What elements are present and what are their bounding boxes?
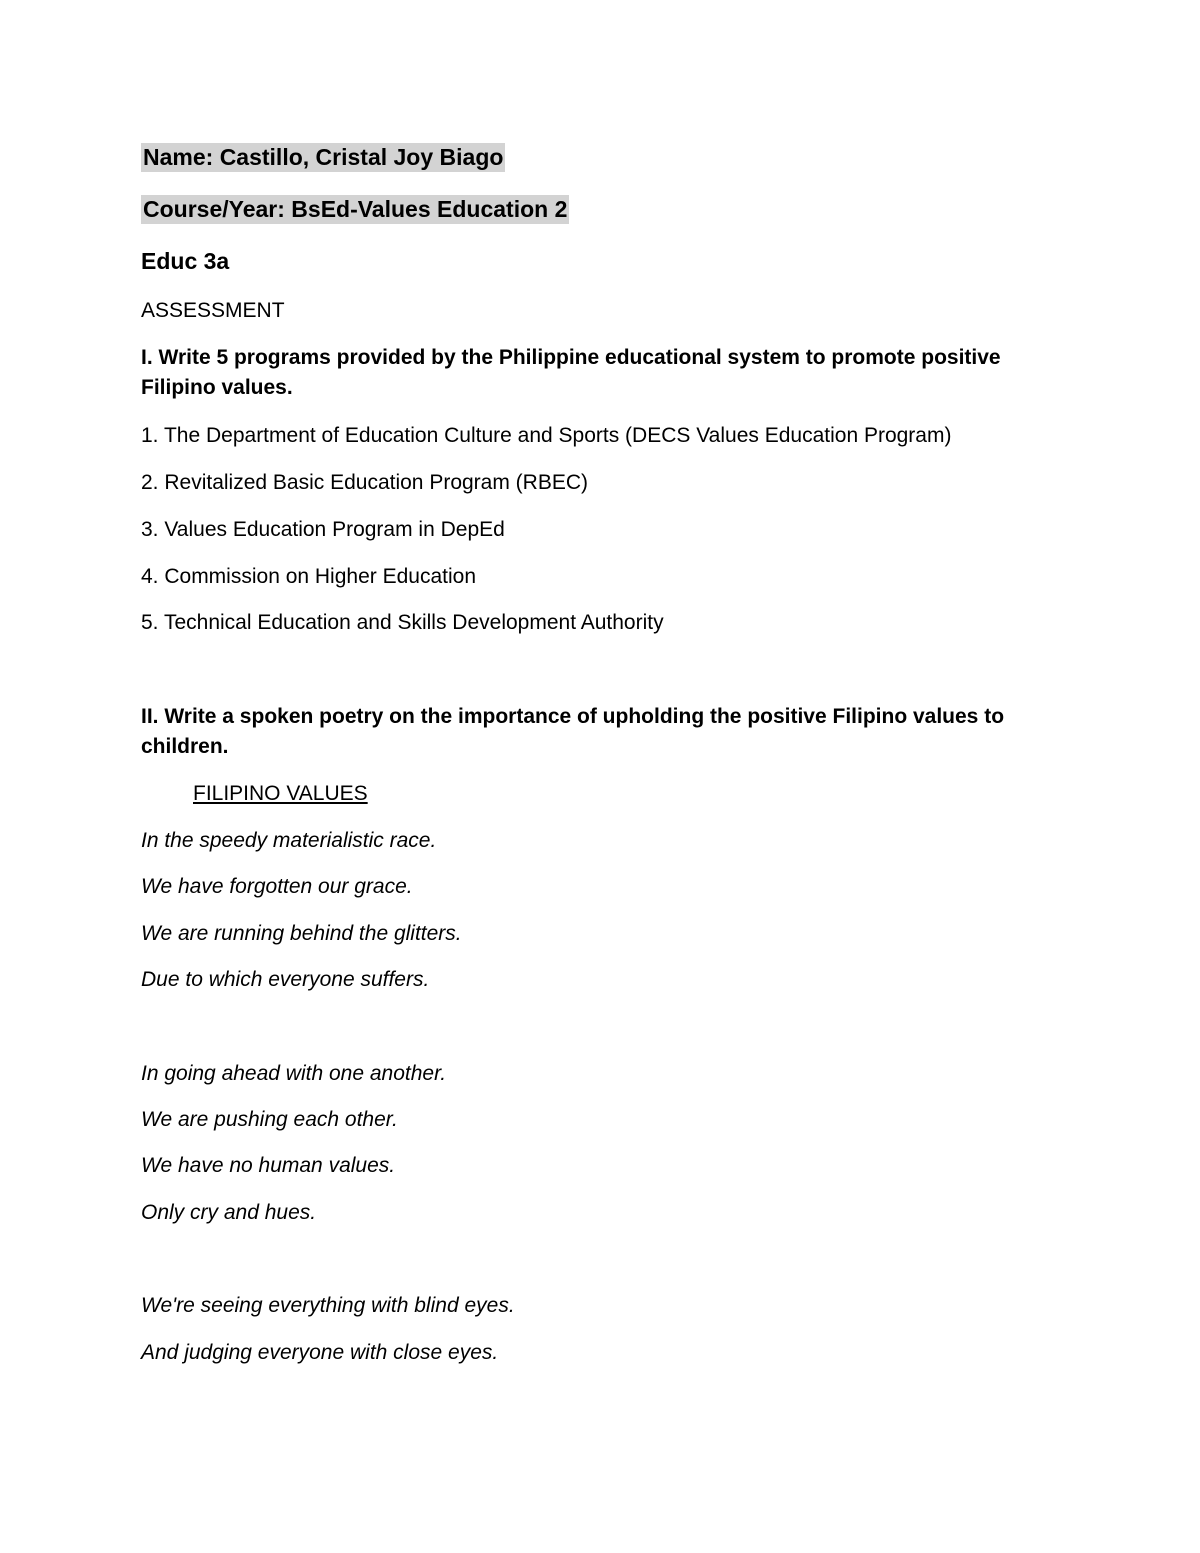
poem-line: We have forgotten our grace. (141, 875, 413, 898)
assessment-heading: ASSESSMENT (141, 299, 285, 322)
poem-line: Only cry and hues. (141, 1201, 317, 1224)
student-name-line (141, 143, 505, 171)
poem-line: And judging everyone with close eyes. (141, 1341, 499, 1364)
poem-line: We have no human values. (141, 1154, 396, 1177)
course-year-line (141, 195, 569, 223)
course-year: Course/Year: BsEd-Values Education 2 (143, 196, 568, 222)
poem-line: We're seeing everything with blind eyes. (141, 1294, 515, 1317)
poem-line: In the speedy materialistic race. (141, 829, 437, 852)
poem-line: We are pushing each other. (141, 1108, 398, 1131)
answer-item: 3. Values Education Program in DepEd (141, 518, 505, 541)
answer-item: 1. The Department of Education Culture and Sports (DECS Values Education Program) (141, 424, 952, 447)
subject-code: Educ 3a (141, 248, 230, 274)
poem-line: Due to which everyone suffers. (141, 968, 430, 991)
poem-line: We are running behind the glitters. (141, 922, 462, 945)
part2-question: II. Write a spoken poetry on the importance of upholding the positive Filipino values to children. (141, 705, 1005, 758)
answer-item: 2. Revitalized Basic Education Program (RBEC) (141, 471, 589, 494)
poem-title: FILIPINO VALUES (193, 782, 368, 805)
poem-line: In going ahead with one another. (141, 1062, 447, 1085)
answer-item: 5. Technical Education and Skills Development Authority (141, 611, 664, 634)
part1-question: I. Write 5 programs provided by the Philippine educational system to promote positive Filipino values. (141, 346, 1001, 399)
answer-item: 4. Commission on Higher Education (141, 565, 476, 588)
student-name: Name: Castillo, Cristal Joy Biago (143, 144, 504, 170)
